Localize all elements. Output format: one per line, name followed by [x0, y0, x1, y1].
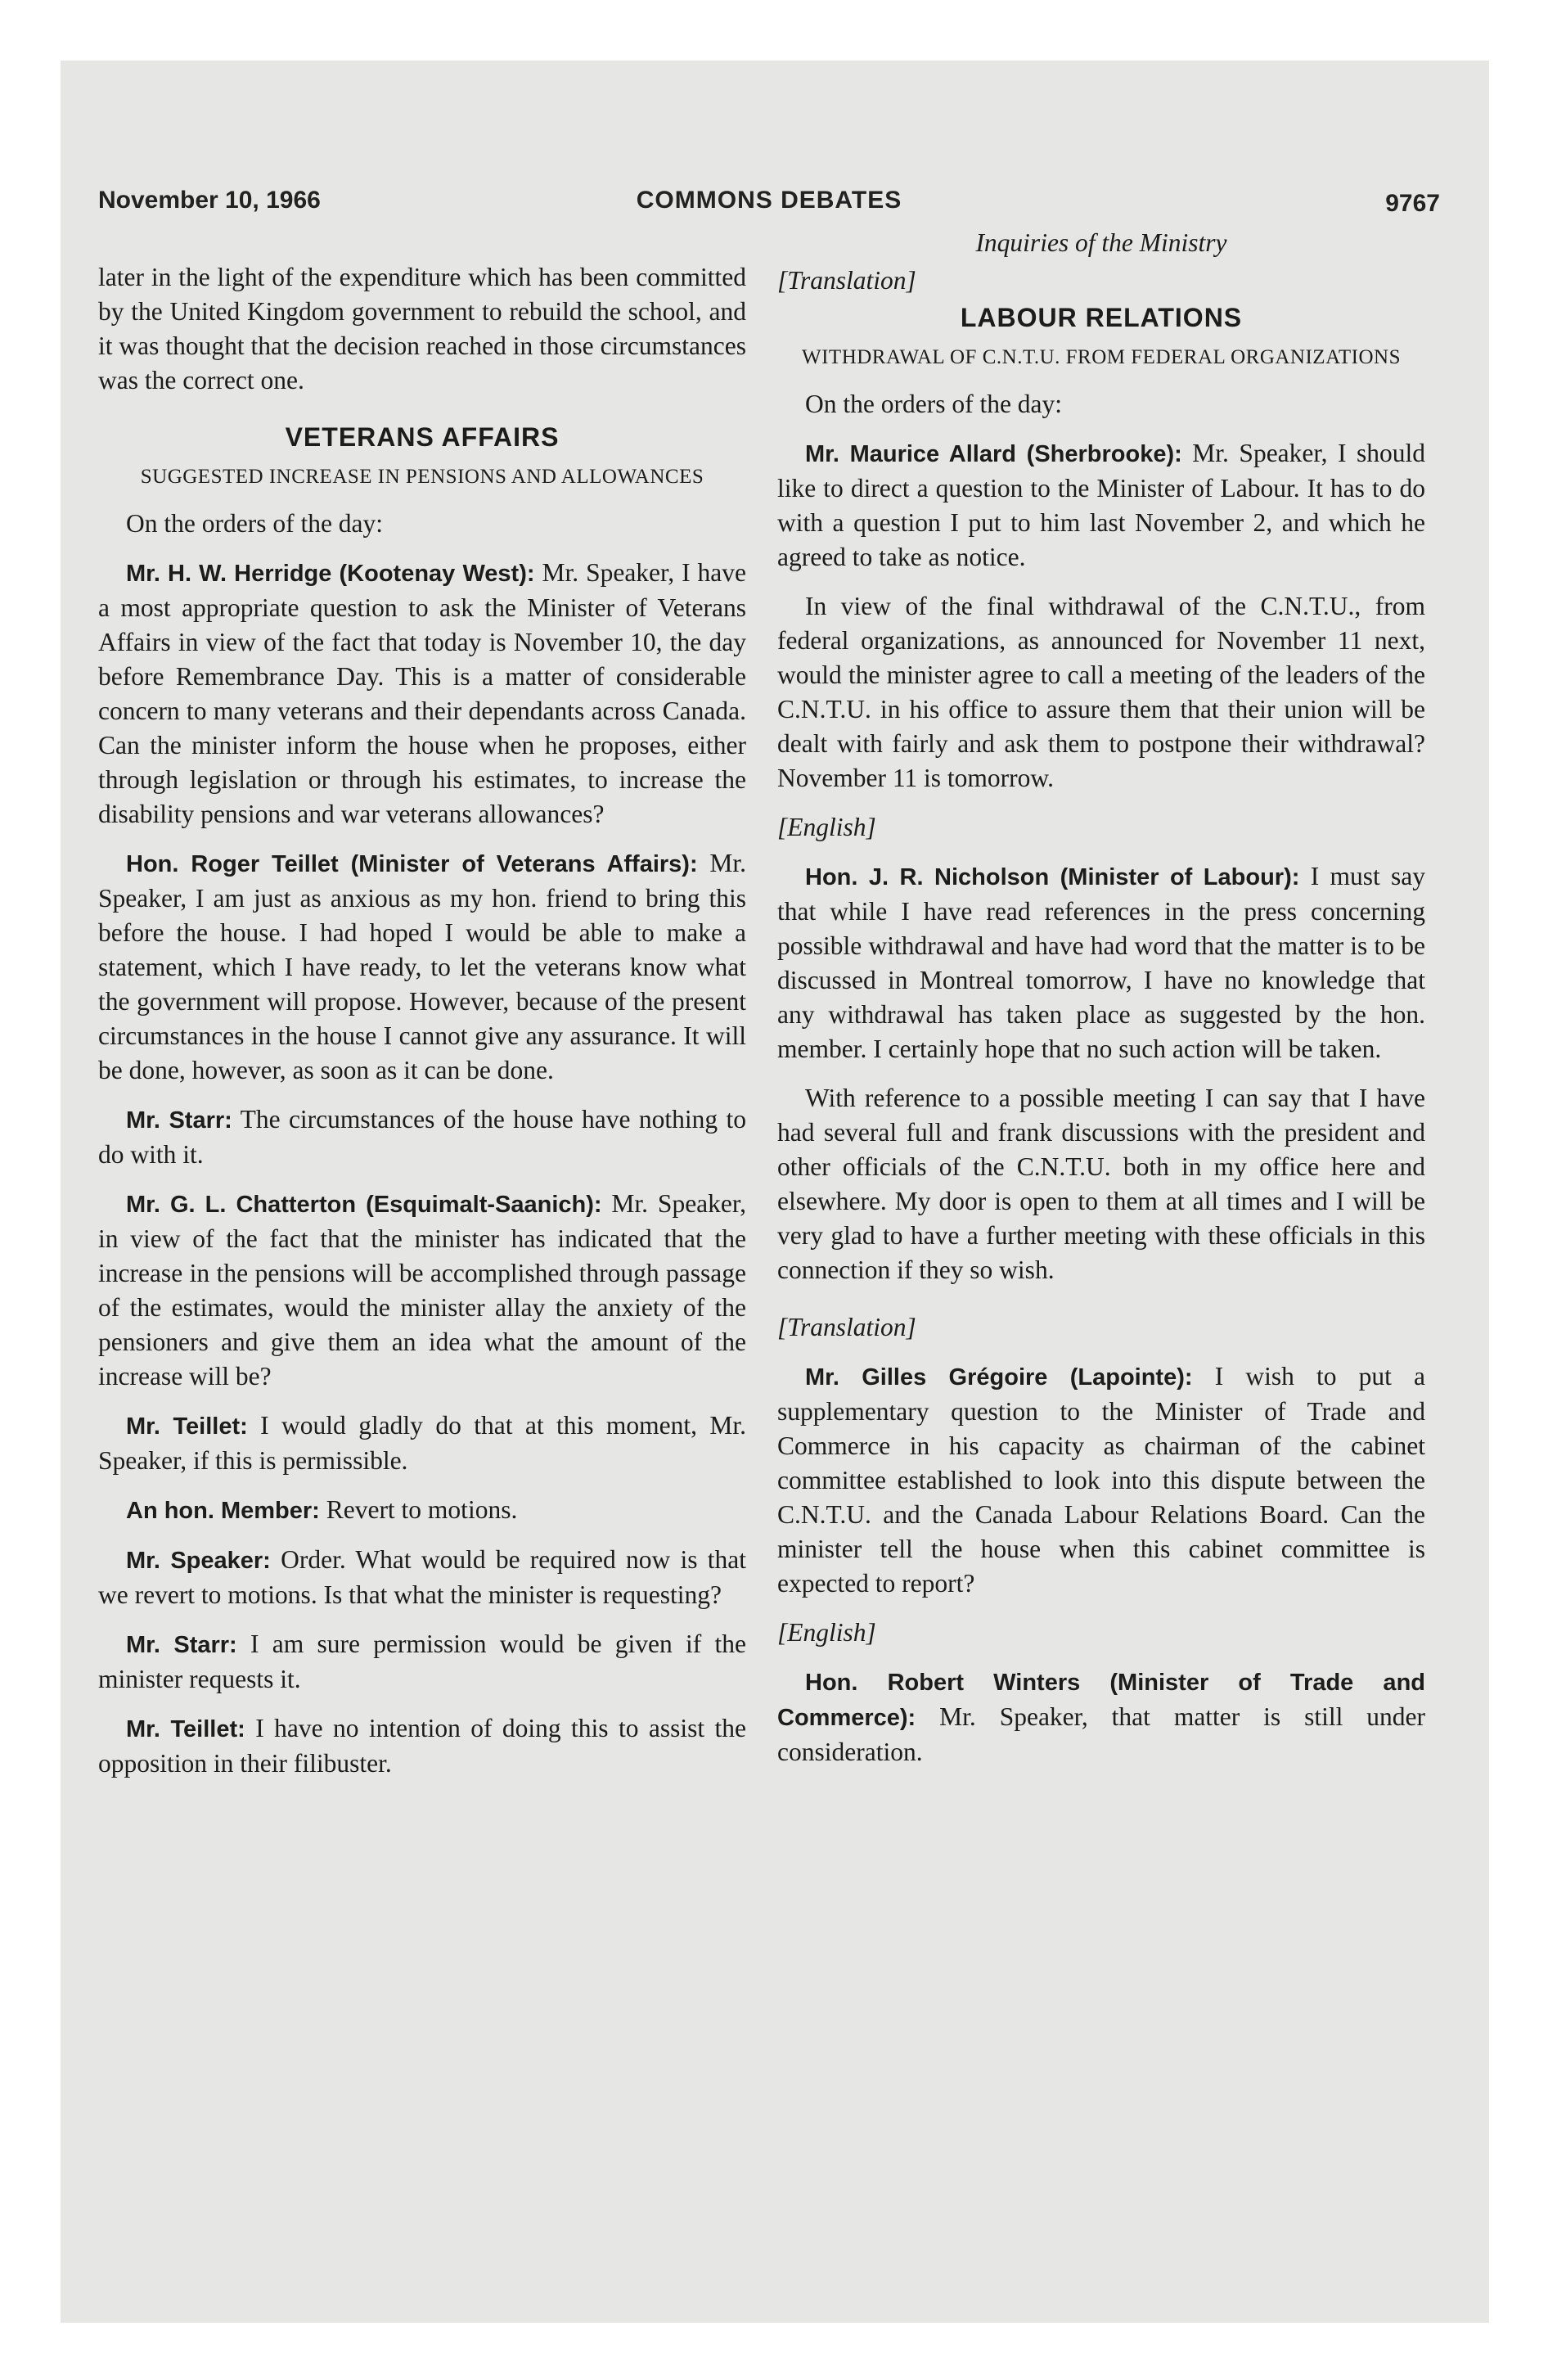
language-tag: [English] [777, 1618, 876, 1647]
section-subtitle: WITHDRAWAL OF C.N.T.U. FROM FEDERAL ORGANIZATIONS [802, 346, 1401, 368]
header-date: November 10, 1966 [98, 187, 321, 214]
speech-paragraph [98, 846, 746, 1088]
speech-paragraph [98, 1493, 746, 1528]
speech-paragraph [777, 1665, 1425, 1769]
speaker-name: Hon. Roger Teillet (Minister of Veterans Affairs): [126, 851, 698, 877]
paragraph: With reference to a possible meeting I can say that I have had several full and frank discussions with the president and other officials of the C.N.T.U. both in my office here and elsewhere. My door is open to them at all times and I will be very glad to have a further meeting with these officials in this connection if they so wish. [777, 1084, 1425, 1284]
speech-paragraph [98, 1409, 746, 1478]
running-header [98, 187, 1440, 223]
speech-text: I wish to put a supplementary question to the Minister of Trade and Commerce in his capacity as chairman of the cabinet committee established to look into this dispute between the C.N.T.U. and the Canada Labour Relations Board. Can the minister tell the house when this cabinet committee is expected to report? [777, 1362, 1426, 1598]
speaker-name: Hon. J. R. Nicholson (Minister of Labour): [805, 864, 1300, 890]
speech-paragraph [777, 859, 1425, 1066]
speaker-name: Mr. Speaker: [126, 1548, 271, 1574]
speaker-name: An hon. Member: [126, 1498, 320, 1524]
orders-of-the-day: On the orders of the day: [805, 390, 1063, 418]
paragraph: In view of the final withdrawal of the C.N.T.U., from federal organizations, as announced for November 11 next, would the minister agree to call a meeting of the leaders of the C.N.T.U. in his office to assure them that their union will be dealt with fairly and ask them to postpone their withdrawal? November 11 is tomorrow. [777, 592, 1425, 792]
speech-text: Mr. Speaker, I am just as anxious as my hon. friend to bring this before the house. I had hoped I would be able to make a statement, which I have ready, to let the veterans know what the government will propose. However, because of the present circumstances in the house I cannot give any assurance. It will be done, however, as soon as it can be done. [98, 849, 747, 1084]
inquiries-heading: Inquiries of the Ministry [975, 228, 1227, 257]
speaker-name: Mr. Gilles Grégoire (Lapointe): [805, 1364, 1193, 1391]
language-tag: [English] [777, 813, 876, 841]
paragraph: later in the light of the expenditure which has been committed by the United Kingdom government to rebuild the school, and it was thought that the decision reached in those circumstances was the correct one. [98, 263, 746, 394]
translation-tag: [Translation] [777, 1313, 916, 1341]
speech-paragraph [98, 1711, 746, 1781]
speaker-name: Mr. H. W. Herridge (Kootenay West): [126, 561, 535, 587]
speech-text: I am sure permission would be given if the minister requests it. [98, 1629, 746, 1693]
speaker-name: Mr. Starr: [126, 1107, 232, 1134]
speech-paragraph [98, 1627, 746, 1697]
speaker-name: Mr. Teillet: [126, 1413, 248, 1440]
right-column [777, 226, 1425, 1784]
speech-text: I would gladly do that at this moment, Mr. Speaker, if this is permissible. [98, 1411, 746, 1475]
speech-paragraph [98, 556, 746, 832]
speaker-name: Mr. G. L. Chatterton (Esquimalt-Saanich): [126, 1192, 602, 1218]
speaker-name: Mr. Starr: [126, 1632, 237, 1658]
speech-text: Mr. Speaker, in view of the fact that the minister has indicated that the increase in the pensions will be accomplished through passage of the estimates, would the minister allay the anxiety of the pensioners and give them an idea what the amount of the increase will be? [98, 1189, 746, 1391]
speech-paragraph [777, 436, 1425, 575]
page-number: 9767 [1385, 190, 1440, 217]
speech-text: Mr. Speaker, I should like to direct a question to the Minister of Labour. It has to do with a question I put to him last November 2, and which he agreed to take as notice. [777, 439, 1425, 571]
speech-text: I must say that while I have read references in the press concerning possible withdrawal and have had word that the matter is to be discussed in Montreal tomorrow, I have no knowledge that any withdrawal has taken place as suggested by the hon. member. I certainly hope that no such action will be taken. [777, 862, 1425, 1063]
speech-text: Mr. Speaker, I have a most appropriate question to ask the Minister of Veterans Affairs in view of the fact that today is November 10, the day before Remembrance Day. This is a matter of considerable concern to many veterans and their dependants across Canada. Can the minister inform the house when he proposes, either through legislation or through his estimates, to increase the disability pensions and war veterans allowances? [98, 558, 746, 828]
orders-of-the-day: On the orders of the day: [126, 509, 384, 538]
speaker-name: Mr. Teillet: [126, 1716, 245, 1742]
speaker-name: Hon. Robert Winters (Minister of Trade and Commerce): [777, 1670, 1425, 1731]
speech-paragraph [777, 1359, 1425, 1601]
speech-text: Mr. Speaker, that matter is still under consideration. [777, 1702, 1426, 1766]
speech-text: Revert to motions. [326, 1495, 518, 1524]
speech-paragraph [98, 1102, 746, 1172]
speech-text: The circumstances of the house have nothing to do with it. [98, 1105, 746, 1169]
translation-tag: [Translation] [777, 266, 916, 295]
section-title: LABOUR RELATIONS [960, 303, 1243, 332]
speaker-name: Mr. Maurice Allard (Sherbrooke): [805, 441, 1182, 467]
speech-paragraph [98, 1543, 746, 1612]
speech-text: Order. What would be required now is that we revert to motions. Is that what the minister is requesting? [98, 1545, 746, 1609]
header-title: COMMONS DEBATES [636, 187, 902, 214]
section-title: VETERANS AFFAIRS [285, 422, 560, 452]
speech-text: I have no intention of doing this to assist the opposition in their filibuster. [98, 1714, 746, 1778]
speech-paragraph [98, 1187, 746, 1394]
section-subtitle: SUGGESTED INCREASE IN PENSIONS AND ALLOWANCES [140, 466, 704, 488]
left-column [98, 260, 746, 1796]
